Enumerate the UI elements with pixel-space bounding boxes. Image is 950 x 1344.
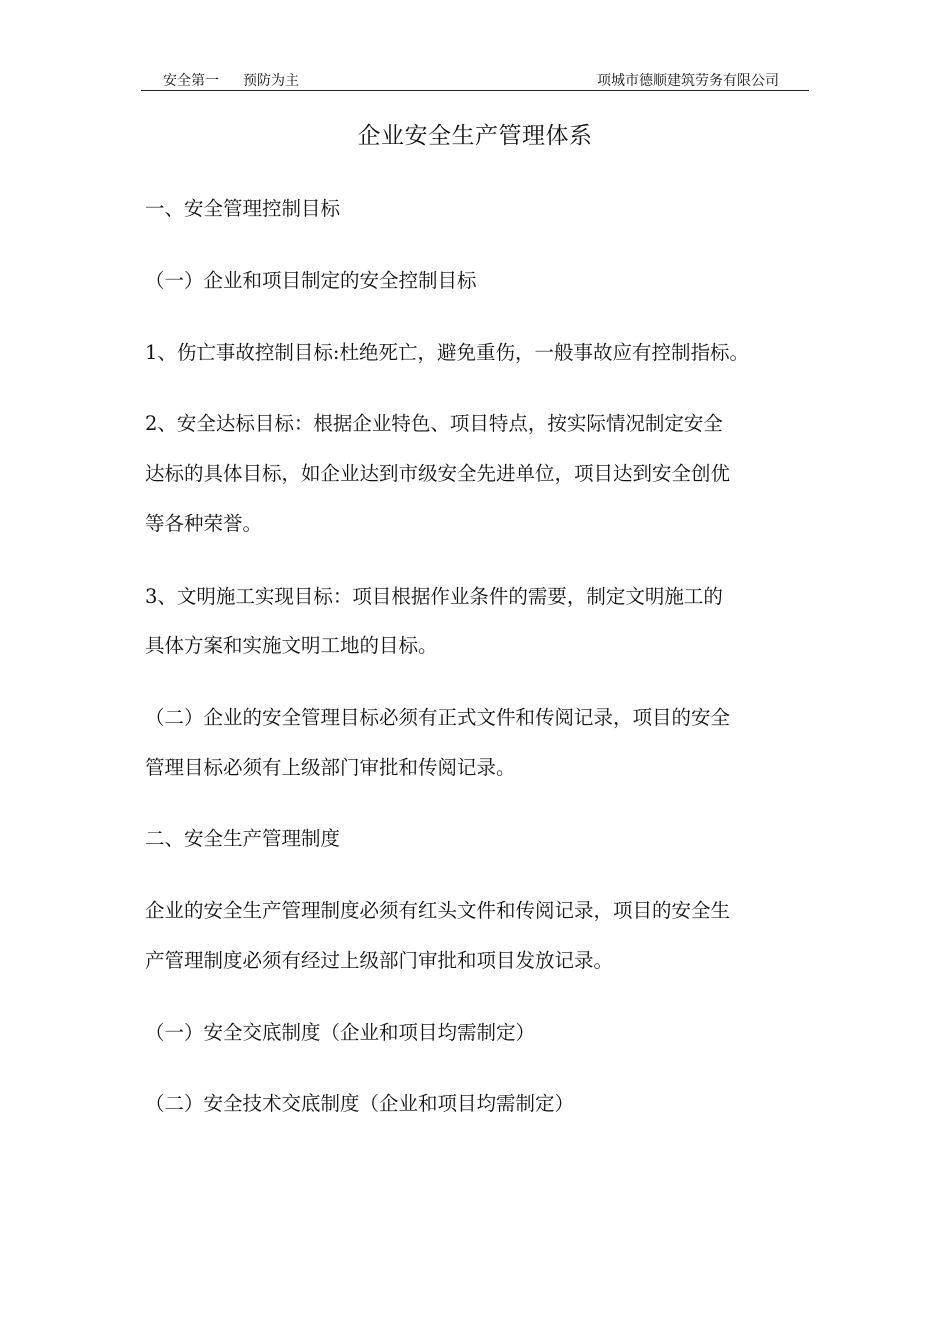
paragraph-regulations-line-2: 产管理制度必须有经过上级部门审批和项目发放记录。 [145,949,614,972]
subsection-heading-2-1: （一）安全交底制度（企业和项目均需制定） [145,1021,536,1044]
section-heading-2: 二、安全生产管理制度 [145,827,341,850]
paragraph-civilized-target-line-2: 具体方案和实施文明工地的目标。 [145,634,438,657]
header-company-name: 项城市德顺建筑劳务有限公司 [597,73,779,89]
page-header [141,68,809,91]
paragraph-standard-target-line-1: 2、安全达标目标：根据企业特色、项目特点，按实际情况制定安全 [145,412,723,435]
paragraph-civilized-target-line-1: 3、文明施工实现目标：项目根据作业条件的需要，制定文明施工的 [145,585,723,608]
paragraph-casualty-target: 1、伤亡事故控制目标:杜绝死亡，避免重伤，一般事故应有控制指标。 [145,341,749,364]
subsection-1-2-line-2: 管理目标必须有上级部门审批和传阅记录。 [145,756,516,779]
header-slogan-2: 预防为主 [243,73,299,89]
paragraph-regulations-line-1: 企业的安全生产管理制度必须有红头文件和传阅记录，项目的安全生 [145,899,731,922]
header-slogan [163,70,299,90]
subsection-1-2-line-1: （二）企业的安全管理目标必须有正式文件和传阅记录，项目的安全 [145,706,731,729]
section-heading-1: 一、安全管理控制目标 [145,197,341,220]
paragraph-standard-target-line-3: 等各种荣誉。 [145,512,263,535]
subsection-heading-2-2: （二）安全技术交底制度（企业和项目均需制定） [145,1092,575,1115]
header-slogan-1: 安全第一 [163,73,219,89]
document-title: 企业安全生产管理体系 [357,123,593,149]
subsection-heading-1-1: （一）企业和项目制定的安全控制目标 [145,269,477,292]
paragraph-standard-target-line-2: 达标的具体目标，如企业达到市级安全先进单位，项目达到安全创优 [145,462,731,485]
